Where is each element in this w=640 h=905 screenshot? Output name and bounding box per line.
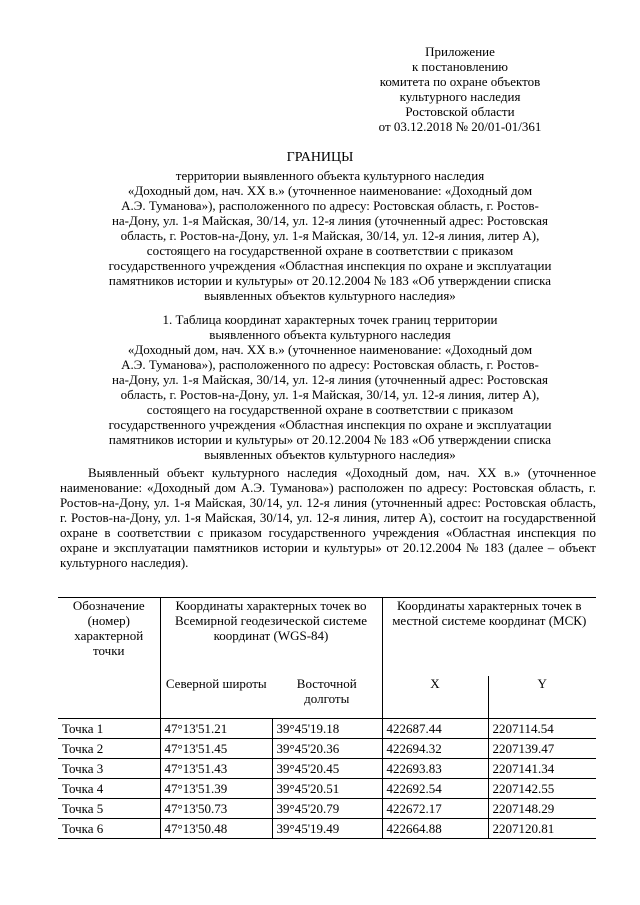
cell-y: 2207120.81	[488, 819, 596, 839]
cell-y: 2207139.47	[488, 739, 596, 759]
cell-point: Точка 5	[58, 799, 160, 819]
subtitle-line: состоящего на государственной охране в соответствии с приказом	[146, 243, 514, 258]
body-paragraph: Выявленный объект культурного наследия «Доходный дом, нач. XX в.» (уточненное наименование: «Доходный дом А.Э. Туманова») расположен по адресу: Ростовская область, г. Ростов-на-Дону, ул. 1-я Майская, 30/14, ул. 12-я линия (уточненный адрес: Ростовская область, г. Ростов-на-Дону, ул. 1-я Майская, 30/14, ул. 12-я линия, литер А), состоит на государственной охране в соответствии с приказом государственного учреждения «Областная инспекция по охране и эксплуатации памятников истории и культуры» от 20.12.2004 № 183 (далее – объект культурного наследия).	[60, 465, 596, 570]
table-row	[58, 759, 596, 779]
table-title-line: на-Дону, ул. 1-я Майская, 30/14, ул. 12-я линия (уточненный адрес: Ростовская	[111, 372, 549, 387]
cell-y: 2207114.54	[488, 719, 596, 739]
subtitle-line: «Доходный дом, нач. XX в.» (уточненное наименование: «Доходный дом	[127, 183, 533, 198]
table-title-line: выявленного объекта культурного наследия	[209, 327, 451, 342]
cell-y: 2207141.34	[488, 759, 596, 779]
table-title-line: государственного учреждения «Областная инспекция по охране и эксплуатации	[108, 417, 552, 432]
appendix-line: культурного наследия	[399, 89, 521, 104]
cell-east: 39°45'20.45	[272, 759, 382, 779]
cell-x: 422693.83	[382, 759, 488, 779]
cell-point: Точка 6	[58, 819, 160, 839]
cell-point: Точка 4	[58, 779, 160, 799]
table-title-line: область, г. Ростов-на-Дону, ул. 1-я Майская, 30/14, ул. 12-я линия, литер А),	[120, 387, 540, 402]
cell-north: 47°13'51.43	[160, 759, 272, 779]
table-title-line: 1. Таблица координат характерных точек границ территории	[162, 312, 498, 327]
appendix-line: комитета по охране объектов	[379, 74, 541, 89]
cell-point: Точка 3	[58, 759, 160, 779]
cell-north: 47°13'51.39	[160, 779, 272, 799]
cell-north: 47°13'50.73	[160, 799, 272, 819]
cell-x: 422664.88	[382, 819, 488, 839]
subtitle-line: выявленных объектов культурного наследия»	[204, 288, 456, 303]
header-north-latitude: Северной широты	[160, 676, 272, 719]
subtitle-line: памятников истории и культуры» от 20.12.2004 № 183 «Об утверждении списка	[108, 273, 552, 288]
subtitle-line: область, г. Ростов-на-Дону, ул. 1-я Майская, 30/14, ул. 12-я линия, литер А),	[120, 228, 540, 243]
cell-east: 39°45'19.18	[272, 719, 382, 739]
table-title-line: «Доходный дом, нач. XX в.» (уточненное наименование: «Доходный дом	[127, 342, 533, 357]
appendix-line: Приложение	[425, 44, 495, 59]
document-subtitle	[60, 168, 600, 303]
cell-x: 422694.32	[382, 739, 488, 759]
cell-east: 39°45'19.49	[272, 819, 382, 839]
header-msk: Координаты характерных точек в местной системе координат (МСК)	[382, 598, 596, 677]
table-title-line: памятников истории и культуры» от 20.12.2004 № 183 «Об утверждении списка	[108, 432, 552, 447]
cell-east: 39°45'20.51	[272, 779, 382, 799]
table-title-line: состоящего на государственной охране в соответствии с приказом	[146, 402, 514, 417]
cell-x: 422672.17	[382, 799, 488, 819]
table-row	[58, 739, 596, 759]
appendix-header	[360, 44, 560, 134]
header-y: Y	[537, 676, 547, 691]
table-row	[58, 819, 596, 839]
appendix-line: Ростовской области	[405, 104, 515, 119]
subtitle-line: А.Э. Туманова»), расположенного по адресу: Ростовская область, г. Ростов-	[121, 198, 539, 213]
subtitle-line: на-Дону, ул. 1-я Майская, 30/14, ул. 12-я линия (уточненный адрес: Ростовская	[111, 213, 549, 228]
cell-point: Точка 2	[58, 739, 160, 759]
table-title-line: выявленных объектов культурного наследия»	[204, 447, 456, 462]
cell-north: 47°13'51.21	[160, 719, 272, 739]
cell-x: 422687.44	[382, 719, 488, 739]
table-title-line: А.Э. Туманова»), расположенного по адресу: Ростовская область, г. Ростов-	[121, 357, 539, 372]
appendix-line: от 03.12.2018 № 20/01-01/361	[378, 119, 542, 134]
table-title	[60, 312, 600, 462]
cell-north: 47°13'50.48	[160, 819, 272, 839]
cell-east: 39°45'20.36	[272, 739, 382, 759]
subtitle-line: государственного учреждения «Областная инспекция по охране и эксплуатации	[108, 258, 552, 273]
coordinates-table	[58, 597, 596, 839]
cell-y: 2207142.55	[488, 779, 596, 799]
header-wgs84: Координаты характерных точек во Всемирной геодезической системе координат (WGS-84)	[160, 598, 382, 677]
cell-x: 422692.54	[382, 779, 488, 799]
cell-north: 47°13'51.45	[160, 739, 272, 759]
cell-east: 39°45'20.79	[272, 799, 382, 819]
subtitle-line: территории выявленного объекта культурного наследия	[175, 168, 485, 183]
appendix-line: к постановлению	[411, 59, 509, 74]
header-point-designation: Обозначение (номер) характерной точки	[58, 598, 160, 719]
document-title: ГРАНИЦЫ	[286, 150, 354, 165]
cell-y: 2207148.29	[488, 799, 596, 819]
header-east-longitude: Восточной долготы	[272, 676, 382, 719]
table-row	[58, 719, 596, 739]
header-x: X	[382, 676, 488, 719]
cell-point: Точка 1	[58, 719, 160, 739]
table-row	[58, 779, 596, 799]
table-row	[58, 799, 596, 819]
